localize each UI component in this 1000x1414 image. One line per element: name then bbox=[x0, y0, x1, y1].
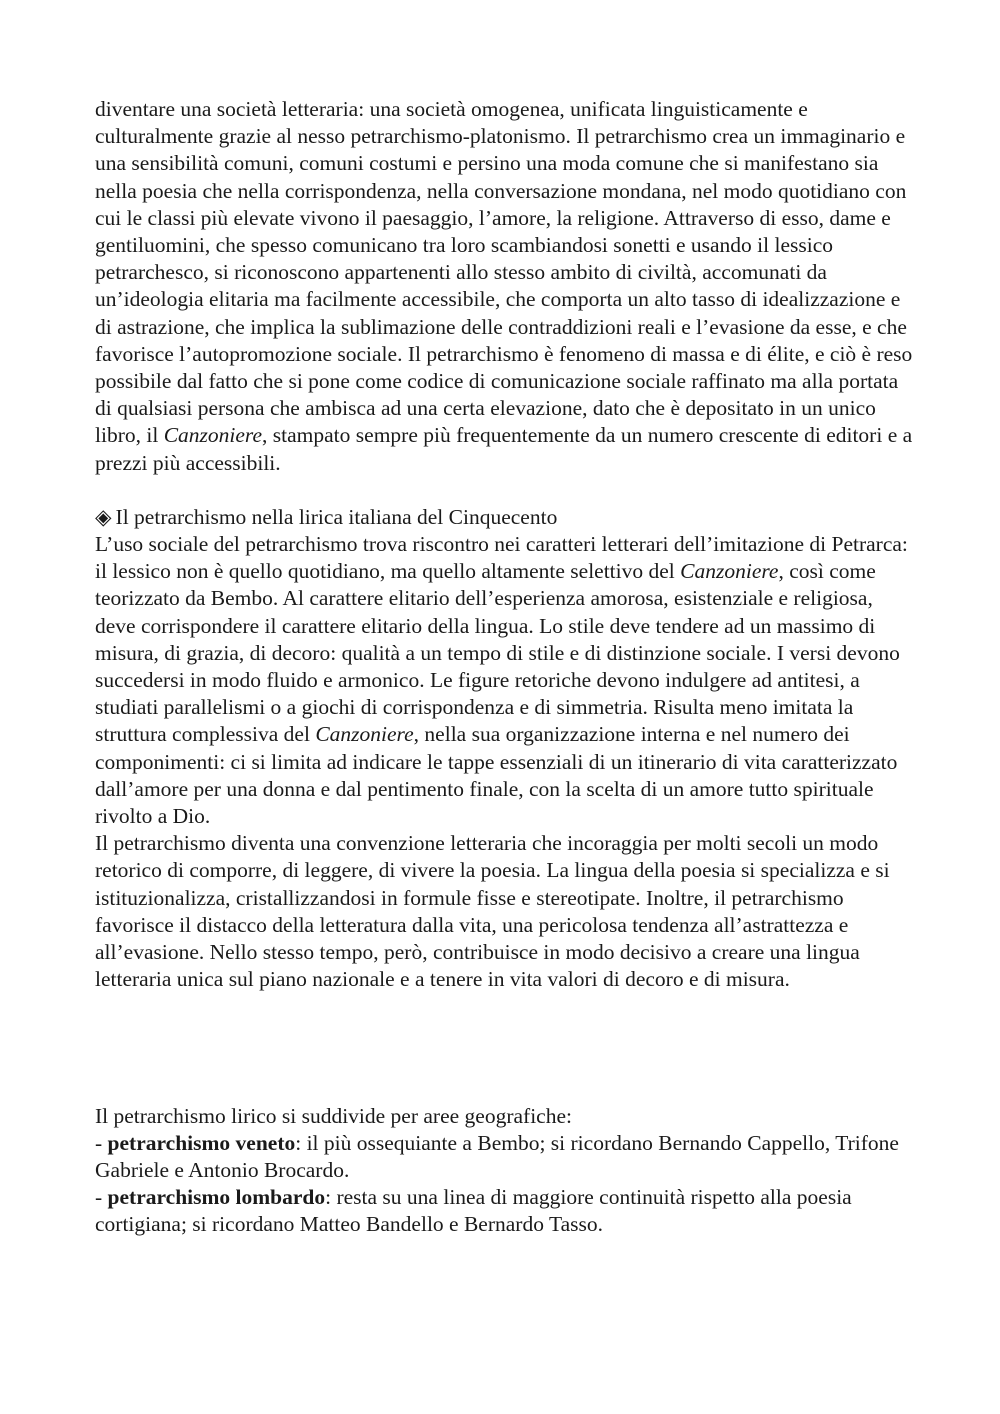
list-item-term: petrarchismo veneto bbox=[107, 1130, 296, 1155]
document-page bbox=[95, 96, 915, 1239]
list-item-description: : il più ossequiante a Bembo; si ricordano Bernando Cappello, Trifone Gabriele e Antonio Brocardo. bbox=[95, 1130, 899, 1182]
list-dash: - bbox=[95, 1130, 108, 1155]
paragraph-intro bbox=[95, 96, 915, 477]
paragraph-imitation-text-a: L’uso sociale del petrarchismo trova riscontro nei caratteri letterari dell’imitazione di Petrarca: il lessico non è quello quotidiano, ma quello altamente selettivo del bbox=[95, 532, 908, 584]
canzoniere-title: Canzoniere bbox=[315, 722, 414, 747]
paragraph-convention: Il petrarchismo diventa una convenzione letteraria che incoraggia per molti secoli un modo retorico di comporre, di leggere, di vivere la poesia. La lingua della poesia si specializza e si istituzionalizza, cristallizzandosi in formule fisse e stereotipate. Inoltre, il petrarchismo favorisce il distacco della letteratura dalla vita, una pericolosa tendenza all’astrattezza e all’evasione. Nello stesso tempo, però, contribuisce in modo decisivo a creare una lingua letteraria unica sul piano nazionale e a tenere in vita valori di decoro e di misura. bbox=[95, 831, 890, 992]
spacer bbox=[95, 994, 915, 1103]
canzoniere-title: Canzoniere bbox=[163, 423, 263, 448]
spacer bbox=[95, 477, 915, 504]
list-item-lombardo bbox=[95, 1184, 915, 1238]
list-item-veneto bbox=[95, 1130, 915, 1184]
section-heading-text: Il petrarchismo nella lirica italiana del Cinquecento bbox=[115, 504, 558, 529]
list-item-description: : resta su una linea di maggiore continuità rispetto alla poesia cortigiana; si ricordano Matteo Bandello e Bernardo Tasso. bbox=[95, 1185, 852, 1237]
paragraph-intro-text: diventare una società letteraria: una società omogenea, unificata linguisticamente e culturalmente grazie al nesso petrarchismo-platonismo. Il petrarchismo crea un immaginario e una sensibilità comuni, comuni costumi e persino una moda comune che si manifestano sia nella poesia che nella corrispondenza, nella conversazione mondana, nel modo quotidiano con cui le classi più elevate vivono il paesaggio, l’amore, la religione. Attraverso di esso, dame e gentiluomini, che spesso comunicano tra loro scambiandosi sonetti e usando il lessico petrarchesco, si riconoscono appartenenti allo stesso ambito di civiltà, accomunati da un’ideologia elitaria ma facilmente accessibile, che comporta un alto tasso di idealizzazione e di astrazione, che implica la sublimazione delle contraddizioni reali e l’evasione da esse, e che favorisce l’autopromozione sociale. Il petrarchismo è fenomeno di massa e di élite, e ciò è reso possibile dal fatto che si pone come codice di comunicazione sociale raffinato ma alla portata di qualsiasi persona che ambisca ad una certa elevazione, dato che è depositato in un unico libro, il bbox=[95, 97, 913, 448]
paragraph-intro-text-end: , stampato sempre più frequentemente da un numero crescente di editori e a prezzi più accessibili. bbox=[95, 423, 913, 475]
paragraph-geographic-intro: Il petrarchismo lirico si suddivide per aree geografiche: bbox=[95, 1103, 572, 1128]
paragraph-imitation bbox=[95, 531, 915, 830]
paragraph-imitation-text-c: , nella sua organizzazione interna e nel numero dei componimenti: ci si limita ad indicare le tappe essenziali di un itinerario di vita caratterizzato dall’amore per una donna e dal pentimento finale, con la scelta di un amore tutto spirituale rivolto a Dio. bbox=[95, 722, 898, 829]
canzoniere-title: Canzoniere bbox=[680, 559, 779, 584]
section-heading bbox=[95, 504, 915, 531]
list-dash: - bbox=[95, 1185, 108, 1210]
diamond-bullet-icon: ◈ bbox=[95, 504, 112, 529]
list-item-term: petrarchismo lombardo bbox=[107, 1185, 326, 1210]
paragraph-imitation-text-b: , così come teorizzato da Bembo. Al carattere elitario dell’esperienza amorosa, esistenziale e religiosa, deve corrispondere il carattere elitario della lingua. Lo stile deve tendere ad un massimo di misura, di grazia, di decoro: qualità a un tempo di stile e di distinzione sociale. I versi devono succedersi in modo fluido e armonico. Le figure retoriche devono indulgere ad antitesi, a studiati parallelismi o a giochi di corrispondenza e di simmetria. Risulta meno imitata la struttura complessiva del bbox=[95, 559, 900, 747]
